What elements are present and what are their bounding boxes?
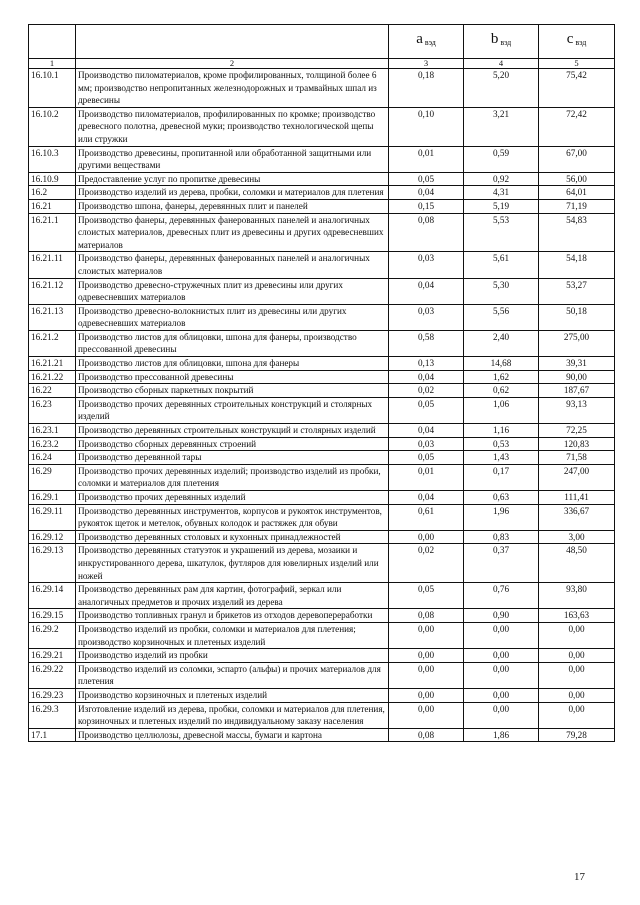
row-code: 16.21.12: [29, 278, 76, 304]
table-row: [29, 437, 615, 451]
row-value-c: 0,00: [539, 622, 615, 648]
row-value-a: 0,00: [389, 688, 464, 702]
row-name: Производство изделий из соломки, эспарто (альфы) и прочих материалов для плетения: [76, 662, 389, 688]
row-value-b: 14,68: [464, 357, 539, 371]
row-value-a: 0,13: [389, 357, 464, 371]
row-code: 16.2: [29, 186, 76, 200]
table-row: [29, 146, 615, 172]
row-value-b: 1,62: [464, 370, 539, 384]
row-value-b: 0,76: [464, 583, 539, 609]
row-code: 16.23.1: [29, 424, 76, 438]
row-value-b: 0,63: [464, 491, 539, 505]
row-value-a: 0,04: [389, 424, 464, 438]
table-row: [29, 688, 615, 702]
page-number: 17: [574, 871, 585, 883]
row-code: 16.29.3: [29, 702, 76, 728]
row-value-b: 0,00: [464, 662, 539, 688]
row-code: 16.29.23: [29, 688, 76, 702]
row-value-b: 0,59: [464, 146, 539, 172]
row-name: Производство шпона, фанеры, деревянных плит и панелей: [76, 199, 389, 213]
row-value-c: 3,00: [539, 530, 615, 544]
row-name: Производство изделий из пробки: [76, 649, 389, 663]
row-value-a: 0,05: [389, 172, 464, 186]
column-number: 1: [29, 59, 76, 69]
table-row: [29, 186, 615, 200]
row-value-a: 0,04: [389, 186, 464, 200]
row-value-a: 0,03: [389, 437, 464, 451]
row-code: 16.23.2: [29, 437, 76, 451]
row-value-c: 50,18: [539, 304, 615, 330]
row-code: 16.29.14: [29, 583, 76, 609]
row-value-c: 72,25: [539, 424, 615, 438]
row-code: 16.21.11: [29, 252, 76, 278]
table-row: [29, 370, 615, 384]
row-value-c: 54,18: [539, 252, 615, 278]
row-value-a: 0,03: [389, 304, 464, 330]
table-row: [29, 662, 615, 688]
row-code: 16.21: [29, 199, 76, 213]
table-row: [29, 702, 615, 728]
table-row: [29, 107, 615, 146]
row-value-b: 0,00: [464, 622, 539, 648]
table-row: [29, 583, 615, 609]
row-value-a: 0,00: [389, 649, 464, 663]
row-value-c: 163,63: [539, 609, 615, 623]
row-name: Производство деревянных строительных конструкций и столярных изделий: [76, 424, 389, 438]
row-value-c: 72,42: [539, 107, 615, 146]
row-value-a: 0,58: [389, 330, 464, 356]
row-name: Производство листов для облицовки, шпона для фанеры, производство прессованной древесины: [76, 330, 389, 356]
row-value-b: 0,00: [464, 688, 539, 702]
row-name: Производство древесно-стружечных плит из древесины или других одревесневших материалов: [76, 278, 389, 304]
table-row: [29, 464, 615, 490]
header-code-cell: [29, 25, 76, 59]
row-code: 17.1: [29, 728, 76, 742]
row-value-c: 0,00: [539, 649, 615, 663]
row-value-c: 71,58: [539, 451, 615, 465]
row-code: 16.29.11: [29, 504, 76, 530]
row-value-a: 0,08: [389, 728, 464, 742]
table-row: [29, 278, 615, 304]
row-code: 16.29.15: [29, 609, 76, 623]
row-value-a: 0,01: [389, 146, 464, 172]
row-name: Производство листов для облицовки, шпона для фанеры: [76, 357, 389, 371]
header-c-label: c: [566, 31, 574, 48]
column-number: 4: [464, 59, 539, 69]
row-value-a: 0,00: [389, 662, 464, 688]
row-name: Производство пиломатериалов, кроме профилированных, толщиной более 6 мм; производство непропитанных железнодорожных и трамвайных шпал из древесины: [76, 69, 389, 108]
row-value-b: 5,30: [464, 278, 539, 304]
table-row: [29, 172, 615, 186]
table-row: [29, 530, 615, 544]
row-value-c: 54,83: [539, 213, 615, 252]
row-value-c: 53,27: [539, 278, 615, 304]
table-row: [29, 397, 615, 423]
row-value-c: 247,00: [539, 464, 615, 490]
row-name: Производство деревянных рам для картин, фотографий, зеркал или аналогичных предметов и прочих изделий из дерева: [76, 583, 389, 609]
row-name: Производство деревянной тары: [76, 451, 389, 465]
row-value-a: 0,08: [389, 213, 464, 252]
row-value-b: 5,61: [464, 252, 539, 278]
row-value-b: 5,19: [464, 199, 539, 213]
table-row: [29, 424, 615, 438]
table-row: [29, 213, 615, 252]
row-name: Производство сборных деревянных строений: [76, 437, 389, 451]
row-name: Производство прочих деревянных изделий: [76, 491, 389, 505]
row-code: 16.10.3: [29, 146, 76, 172]
row-name: Производство деревянных статуэток и украшений из дерева, мозаики и инкрустированного дерева, шкатулок, футляров для ювелирных изделий или ножей: [76, 544, 389, 583]
row-value-a: 0,03: [389, 252, 464, 278]
row-value-c: 0,00: [539, 702, 615, 728]
row-value-c: 336,67: [539, 504, 615, 530]
row-value-b: 0,92: [464, 172, 539, 186]
row-value-c: 67,00: [539, 146, 615, 172]
row-value-c: 93,80: [539, 583, 615, 609]
row-code: 16.29: [29, 464, 76, 490]
row-value-b: 0,00: [464, 702, 539, 728]
row-value-a: 0,00: [389, 530, 464, 544]
row-name: Производство деревянных столовых и кухонных принадлежностей: [76, 530, 389, 544]
header-a-label: a: [416, 31, 423, 48]
header-c-sub: вэд: [575, 38, 587, 48]
row-value-c: 79,28: [539, 728, 615, 742]
header-b-sub: вэд: [500, 38, 512, 48]
row-value-c: 111,41: [539, 491, 615, 505]
table-row: [29, 609, 615, 623]
row-value-a: 0,02: [389, 544, 464, 583]
row-value-a: 0,05: [389, 451, 464, 465]
row-name: Производство фанеры, деревянных фанерованных панелей и аналогичных слоистых материалов: [76, 252, 389, 278]
header-name-cell: [76, 25, 389, 59]
row-value-c: 64,01: [539, 186, 615, 200]
row-value-b: 0,00: [464, 649, 539, 663]
row-value-c: 0,00: [539, 662, 615, 688]
table-row: [29, 69, 615, 108]
row-code: 16.22: [29, 384, 76, 398]
row-name: Изготовление изделий из дерева, пробки, соломки и материалов для плетения, корзиночных и плетеных изделий по индивидуальному заказу населения: [76, 702, 389, 728]
row-code: 16.21.22: [29, 370, 76, 384]
column-number: 2: [76, 59, 389, 69]
row-code: 16.10.1: [29, 69, 76, 108]
row-code: 16.21.2: [29, 330, 76, 356]
row-code: 16.29.1: [29, 491, 76, 505]
row-value-c: 187,67: [539, 384, 615, 398]
column-number-row: [29, 59, 615, 69]
row-name: Производство древесины, пропитанной или обработанной защитными или другими веществами: [76, 146, 389, 172]
row-code: 16.24: [29, 451, 76, 465]
table-row: [29, 728, 615, 742]
table-row: [29, 649, 615, 663]
table-row: [29, 199, 615, 213]
row-value-b: 0,37: [464, 544, 539, 583]
row-code: 16.21.1: [29, 213, 76, 252]
row-value-c: 48,50: [539, 544, 615, 583]
row-value-a: 0,08: [389, 609, 464, 623]
row-code: 16.21.21: [29, 357, 76, 371]
row-name: Производство прессованной древесины: [76, 370, 389, 384]
row-value-b: 1,96: [464, 504, 539, 530]
row-value-b: 4,31: [464, 186, 539, 200]
row-value-c: 71,19: [539, 199, 615, 213]
header-row: [29, 25, 615, 59]
row-value-c: 56,00: [539, 172, 615, 186]
row-value-b: 5,53: [464, 213, 539, 252]
row-value-a: 0,04: [389, 370, 464, 384]
row-value-b: 2,40: [464, 330, 539, 356]
row-name: Производство корзиночных и плетеных изделий: [76, 688, 389, 702]
table-row: [29, 622, 615, 648]
table-row: [29, 252, 615, 278]
row-code: 16.10.2: [29, 107, 76, 146]
row-name: Предоставление услуг по пропитке древесины: [76, 172, 389, 186]
header-b-cell: [464, 25, 539, 59]
row-value-c: 90,00: [539, 370, 615, 384]
row-value-c: 75,42: [539, 69, 615, 108]
row-value-b: 1,43: [464, 451, 539, 465]
table-row: [29, 544, 615, 583]
row-value-c: 39,31: [539, 357, 615, 371]
header-c-cell: [539, 25, 615, 59]
row-value-a: 0,10: [389, 107, 464, 146]
row-name: Производство изделий из дерева, пробки, соломки и материалов для плетения: [76, 186, 389, 200]
header-a-sub: вэд: [424, 38, 436, 48]
row-value-b: 0,83: [464, 530, 539, 544]
row-value-c: 93,13: [539, 397, 615, 423]
row-value-a: 0,61: [389, 504, 464, 530]
row-value-a: 0,01: [389, 464, 464, 490]
row-code: 16.29.12: [29, 530, 76, 544]
row-value-a: 0,04: [389, 278, 464, 304]
row-code: 16.29.13: [29, 544, 76, 583]
table-row: [29, 330, 615, 356]
header-b-label: b: [490, 31, 499, 48]
row-value-a: 0,15: [389, 199, 464, 213]
table-row: [29, 384, 615, 398]
row-value-c: 120,83: [539, 437, 615, 451]
row-value-a: 0,18: [389, 69, 464, 108]
column-number: 3: [389, 59, 464, 69]
row-value-c: 0,00: [539, 688, 615, 702]
row-value-b: 0,17: [464, 464, 539, 490]
row-value-a: 0,00: [389, 622, 464, 648]
row-value-a: 0,04: [389, 491, 464, 505]
row-code: 16.29.22: [29, 662, 76, 688]
row-name: Производство прочих деревянных строительных конструкций и столярных изделий: [76, 397, 389, 423]
row-name: Производство древесно-волокнистых плит из древесины или других одревесневших материалов: [76, 304, 389, 330]
row-name: Производство деревянных инструментов, корпусов и рукояток инструментов, рукояток щеток и метелок, обувных колодок и растяжек для обуви: [76, 504, 389, 530]
row-value-b: 0,53: [464, 437, 539, 451]
row-value-b: 3,21: [464, 107, 539, 146]
table-row: [29, 304, 615, 330]
row-value-a: 0,05: [389, 397, 464, 423]
header-a-cell: [389, 25, 464, 59]
row-code: 16.21.13: [29, 304, 76, 330]
row-name: Производство сборных паркетных покрытий: [76, 384, 389, 398]
row-name: Производство изделий из пробки, соломки и материалов для плетения; производство корзиночных и плетеных изделий: [76, 622, 389, 648]
row-value-b: 0,90: [464, 609, 539, 623]
column-number: 5: [539, 59, 615, 69]
row-value-b: 5,56: [464, 304, 539, 330]
row-name: Производство фанеры, деревянных фанерованных панелей и аналогичных слоистых материалов, древесных плит из древесины и других одревесневших материалов: [76, 213, 389, 252]
row-value-a: 0,02: [389, 384, 464, 398]
row-name: Производство пиломатериалов, профилированных по кромке; производство древесного полотна, древесной муки; производство технологической щепы или стружки: [76, 107, 389, 146]
row-code: 16.29.21: [29, 649, 76, 663]
row-value-b: 0,62: [464, 384, 539, 398]
row-value-c: 275,00: [539, 330, 615, 356]
row-value-b: 5,20: [464, 69, 539, 108]
row-code: 16.10.9: [29, 172, 76, 186]
row-value-b: 1,16: [464, 424, 539, 438]
row-name: Производство топливных гранул и брикетов из отходов деревопереработки: [76, 609, 389, 623]
table-row: [29, 504, 615, 530]
table-row: [29, 357, 615, 371]
row-value-a: 0,05: [389, 583, 464, 609]
row-value-b: 1,86: [464, 728, 539, 742]
table-row: [29, 491, 615, 505]
row-code: 16.29.2: [29, 622, 76, 648]
table-row: [29, 451, 615, 465]
row-name: Производство прочих деревянных изделий; производство изделий из пробки, соломки и материалов для плетения: [76, 464, 389, 490]
row-name: Производство целлюлозы, древесной массы, бумаги и картона: [76, 728, 389, 742]
row-value-a: 0,00: [389, 702, 464, 728]
coefficients-table: [28, 24, 615, 742]
row-code: 16.23: [29, 397, 76, 423]
row-value-b: 1,06: [464, 397, 539, 423]
